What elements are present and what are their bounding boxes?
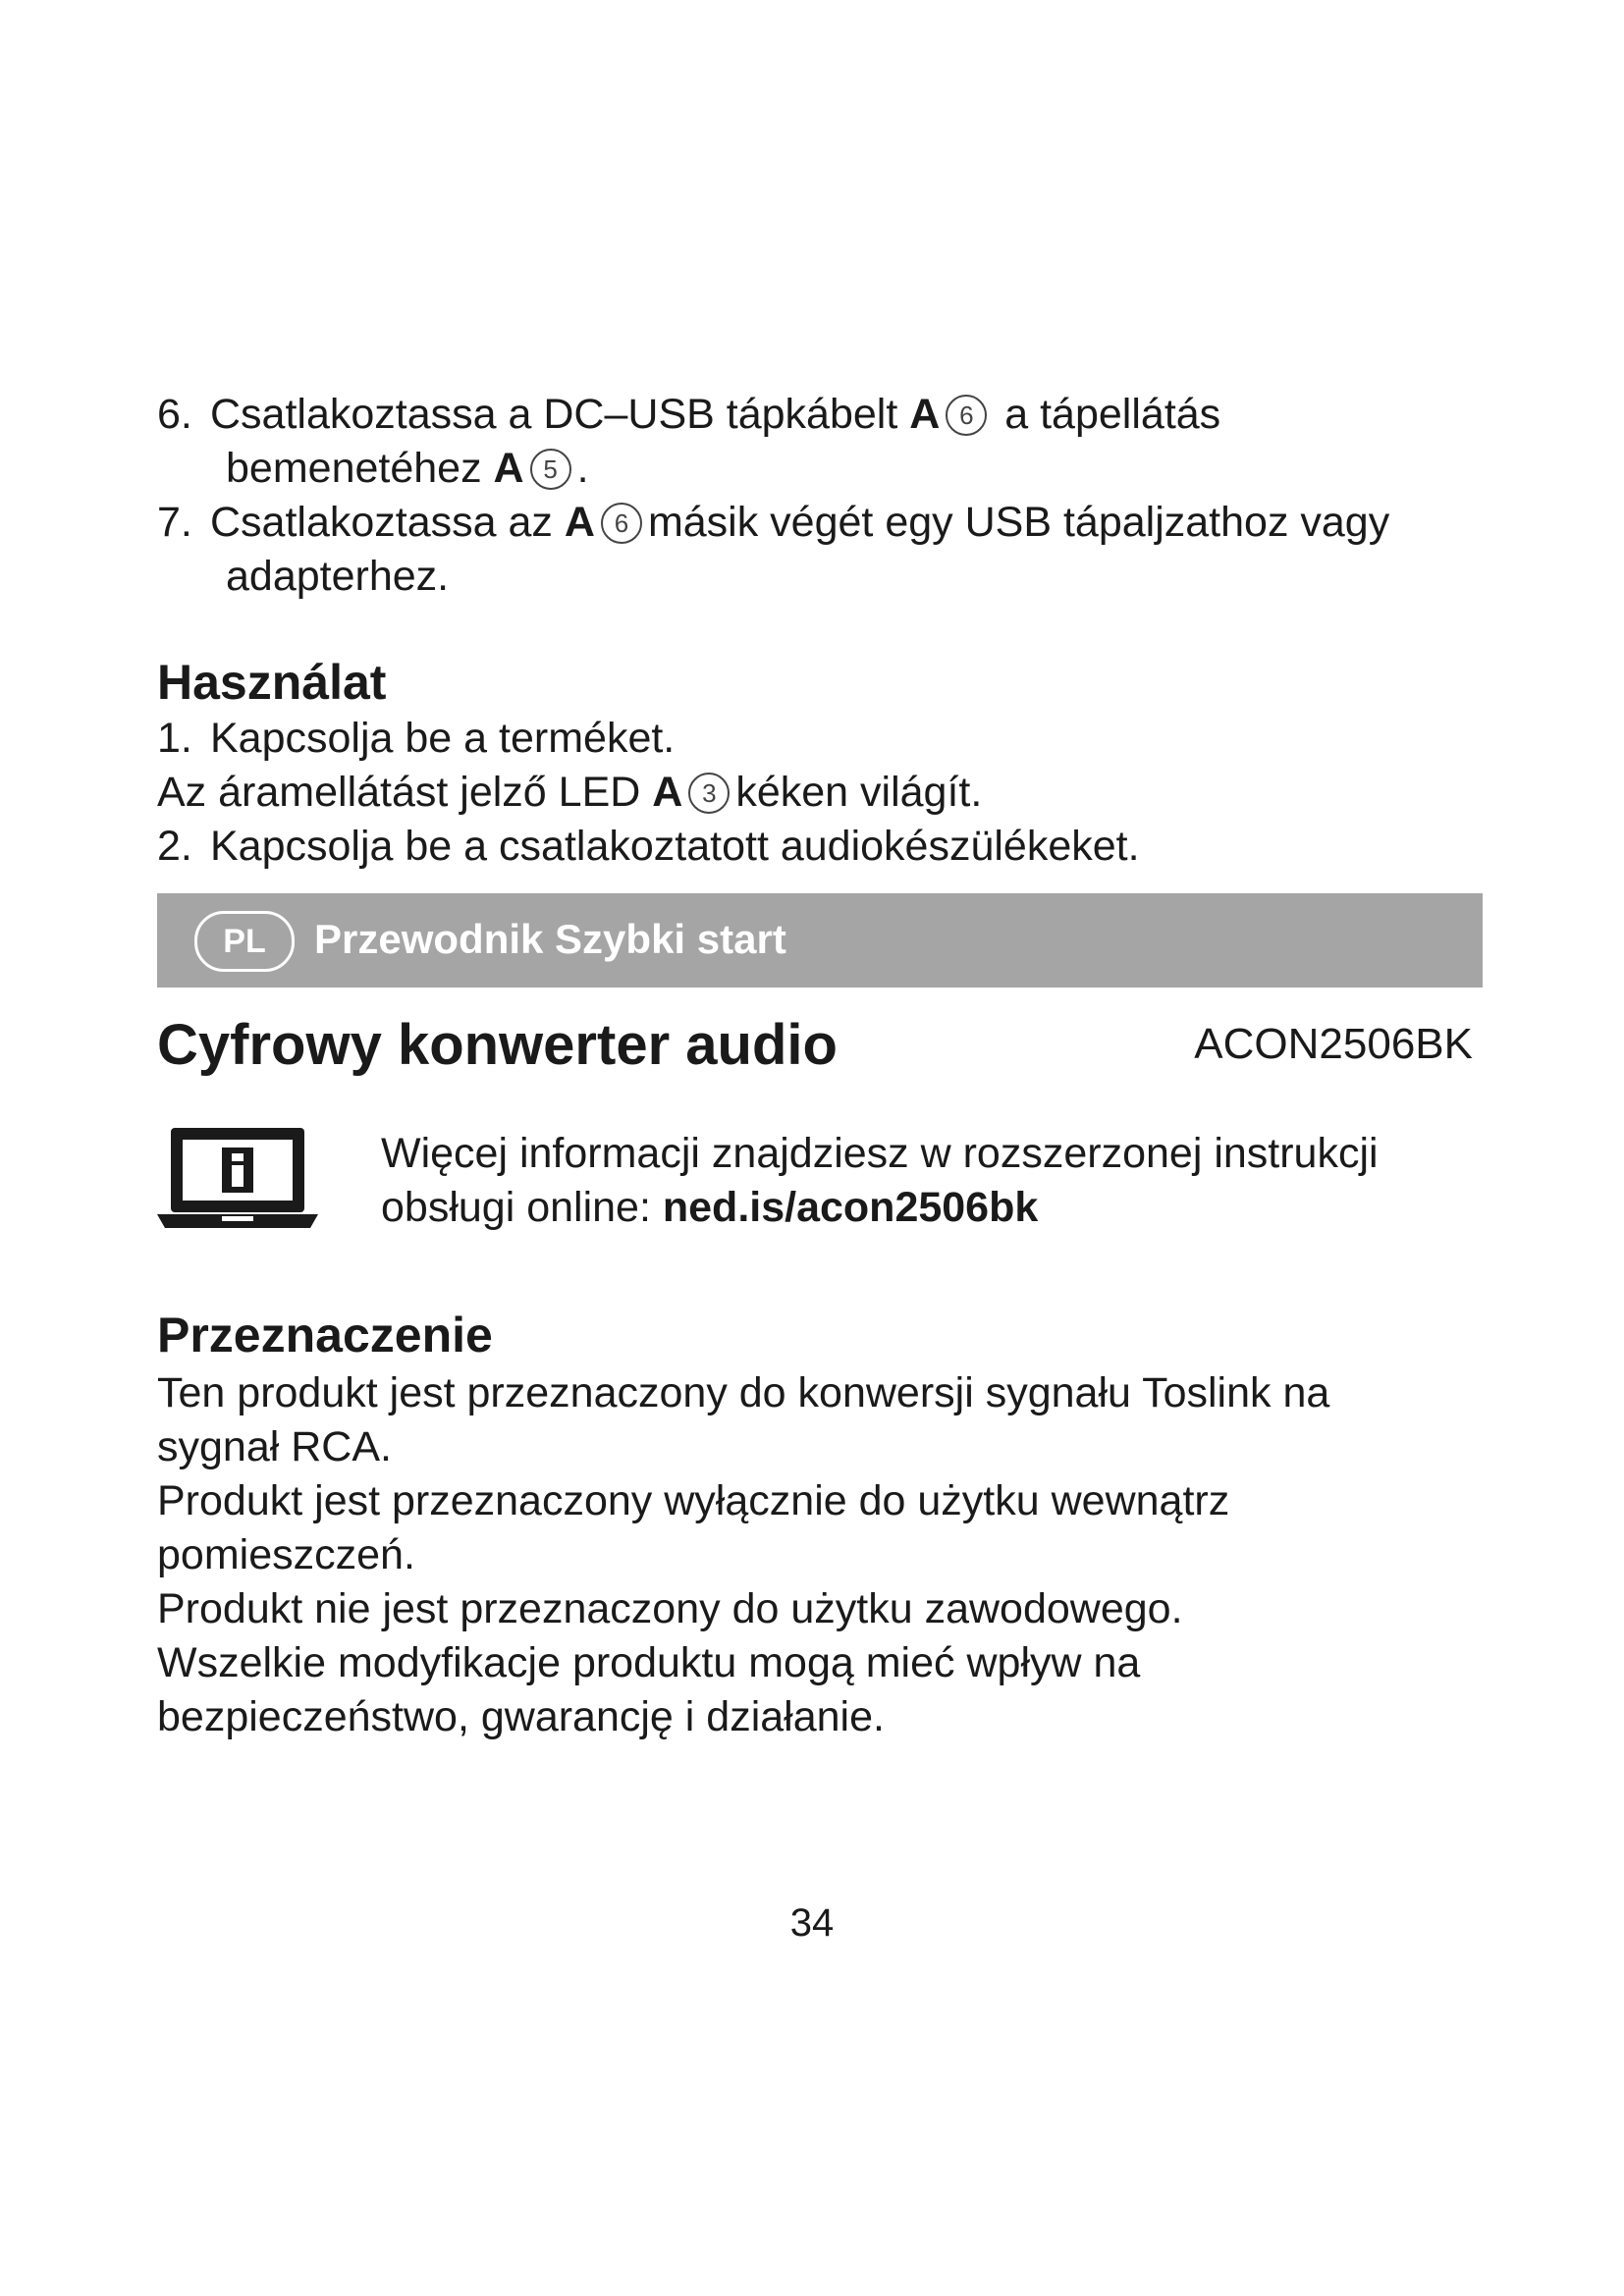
purpose-line: pomieszczeń. [157,1531,415,1578]
model-number: ACON2506BK [1194,1020,1473,1068]
page-number: 34 [789,1901,835,1945]
purpose-line: Ten produkt jest przeznaczony do konwersji sygnału Toslink na [157,1369,1330,1416]
purpose-line: Produkt nie jest przeznaczony do użytku zawodowego. [157,1585,1183,1632]
usage-step-2: 2. Kapcsolja be a csatlakoztatott audiokészülékeket. [157,823,1140,870]
banner-title: Przewodnik Szybki start [314,916,786,962]
usage-heading: Használat [157,655,387,710]
purpose-line: bezpieczeństwo, gwarancję i działanie. [157,1693,885,1740]
quick-start-banner [157,893,1483,988]
info-line-1: Więcej informacji znajdziesz w rozszerzonej instrukcji [381,1130,1379,1177]
callout-number: 6 [946,395,987,436]
purpose-line: sygnał RCA. [157,1423,392,1470]
callout-number: 6 [601,503,642,544]
step-6: 6. Csatlakoztassa a DC–USB tápkábelt A 6 a tápellátás [157,391,1221,438]
usage-led-note: Az áramellátást jelző LED A 3 kéken világít. [157,769,983,816]
purpose-heading: Przeznaczenie [157,1308,493,1362]
step-7-continued: adapterhez. [226,553,450,600]
manual-link[interactable]: ned.is/acon2506bk [662,1184,1039,1231]
info-line-2: obsługi online: ned.is/acon2506bk [381,1184,1039,1231]
usage-step-1: 1. Kapcsolja be a terméket. [157,715,676,762]
callout-number: 3 [688,773,730,814]
purpose-line: Wszelkie modyfikacje produktu mogą mieć wpływ na [157,1639,1141,1686]
step-6-continued: bemenetéhez A 5 . [226,445,589,492]
step-7: 7. Csatlakoztassa az A 6 másik végét egy USB tápaljzathoz vagy [157,499,1390,546]
language-badge: PL [194,911,295,972]
product-title: Cyfrowy konwerter audio [157,1013,838,1077]
laptop-info-icon [157,1124,318,1234]
callout-number: 5 [530,449,571,490]
purpose-line: Produkt jest przeznaczony wyłącznie do użytku wewnątrz [157,1477,1230,1524]
